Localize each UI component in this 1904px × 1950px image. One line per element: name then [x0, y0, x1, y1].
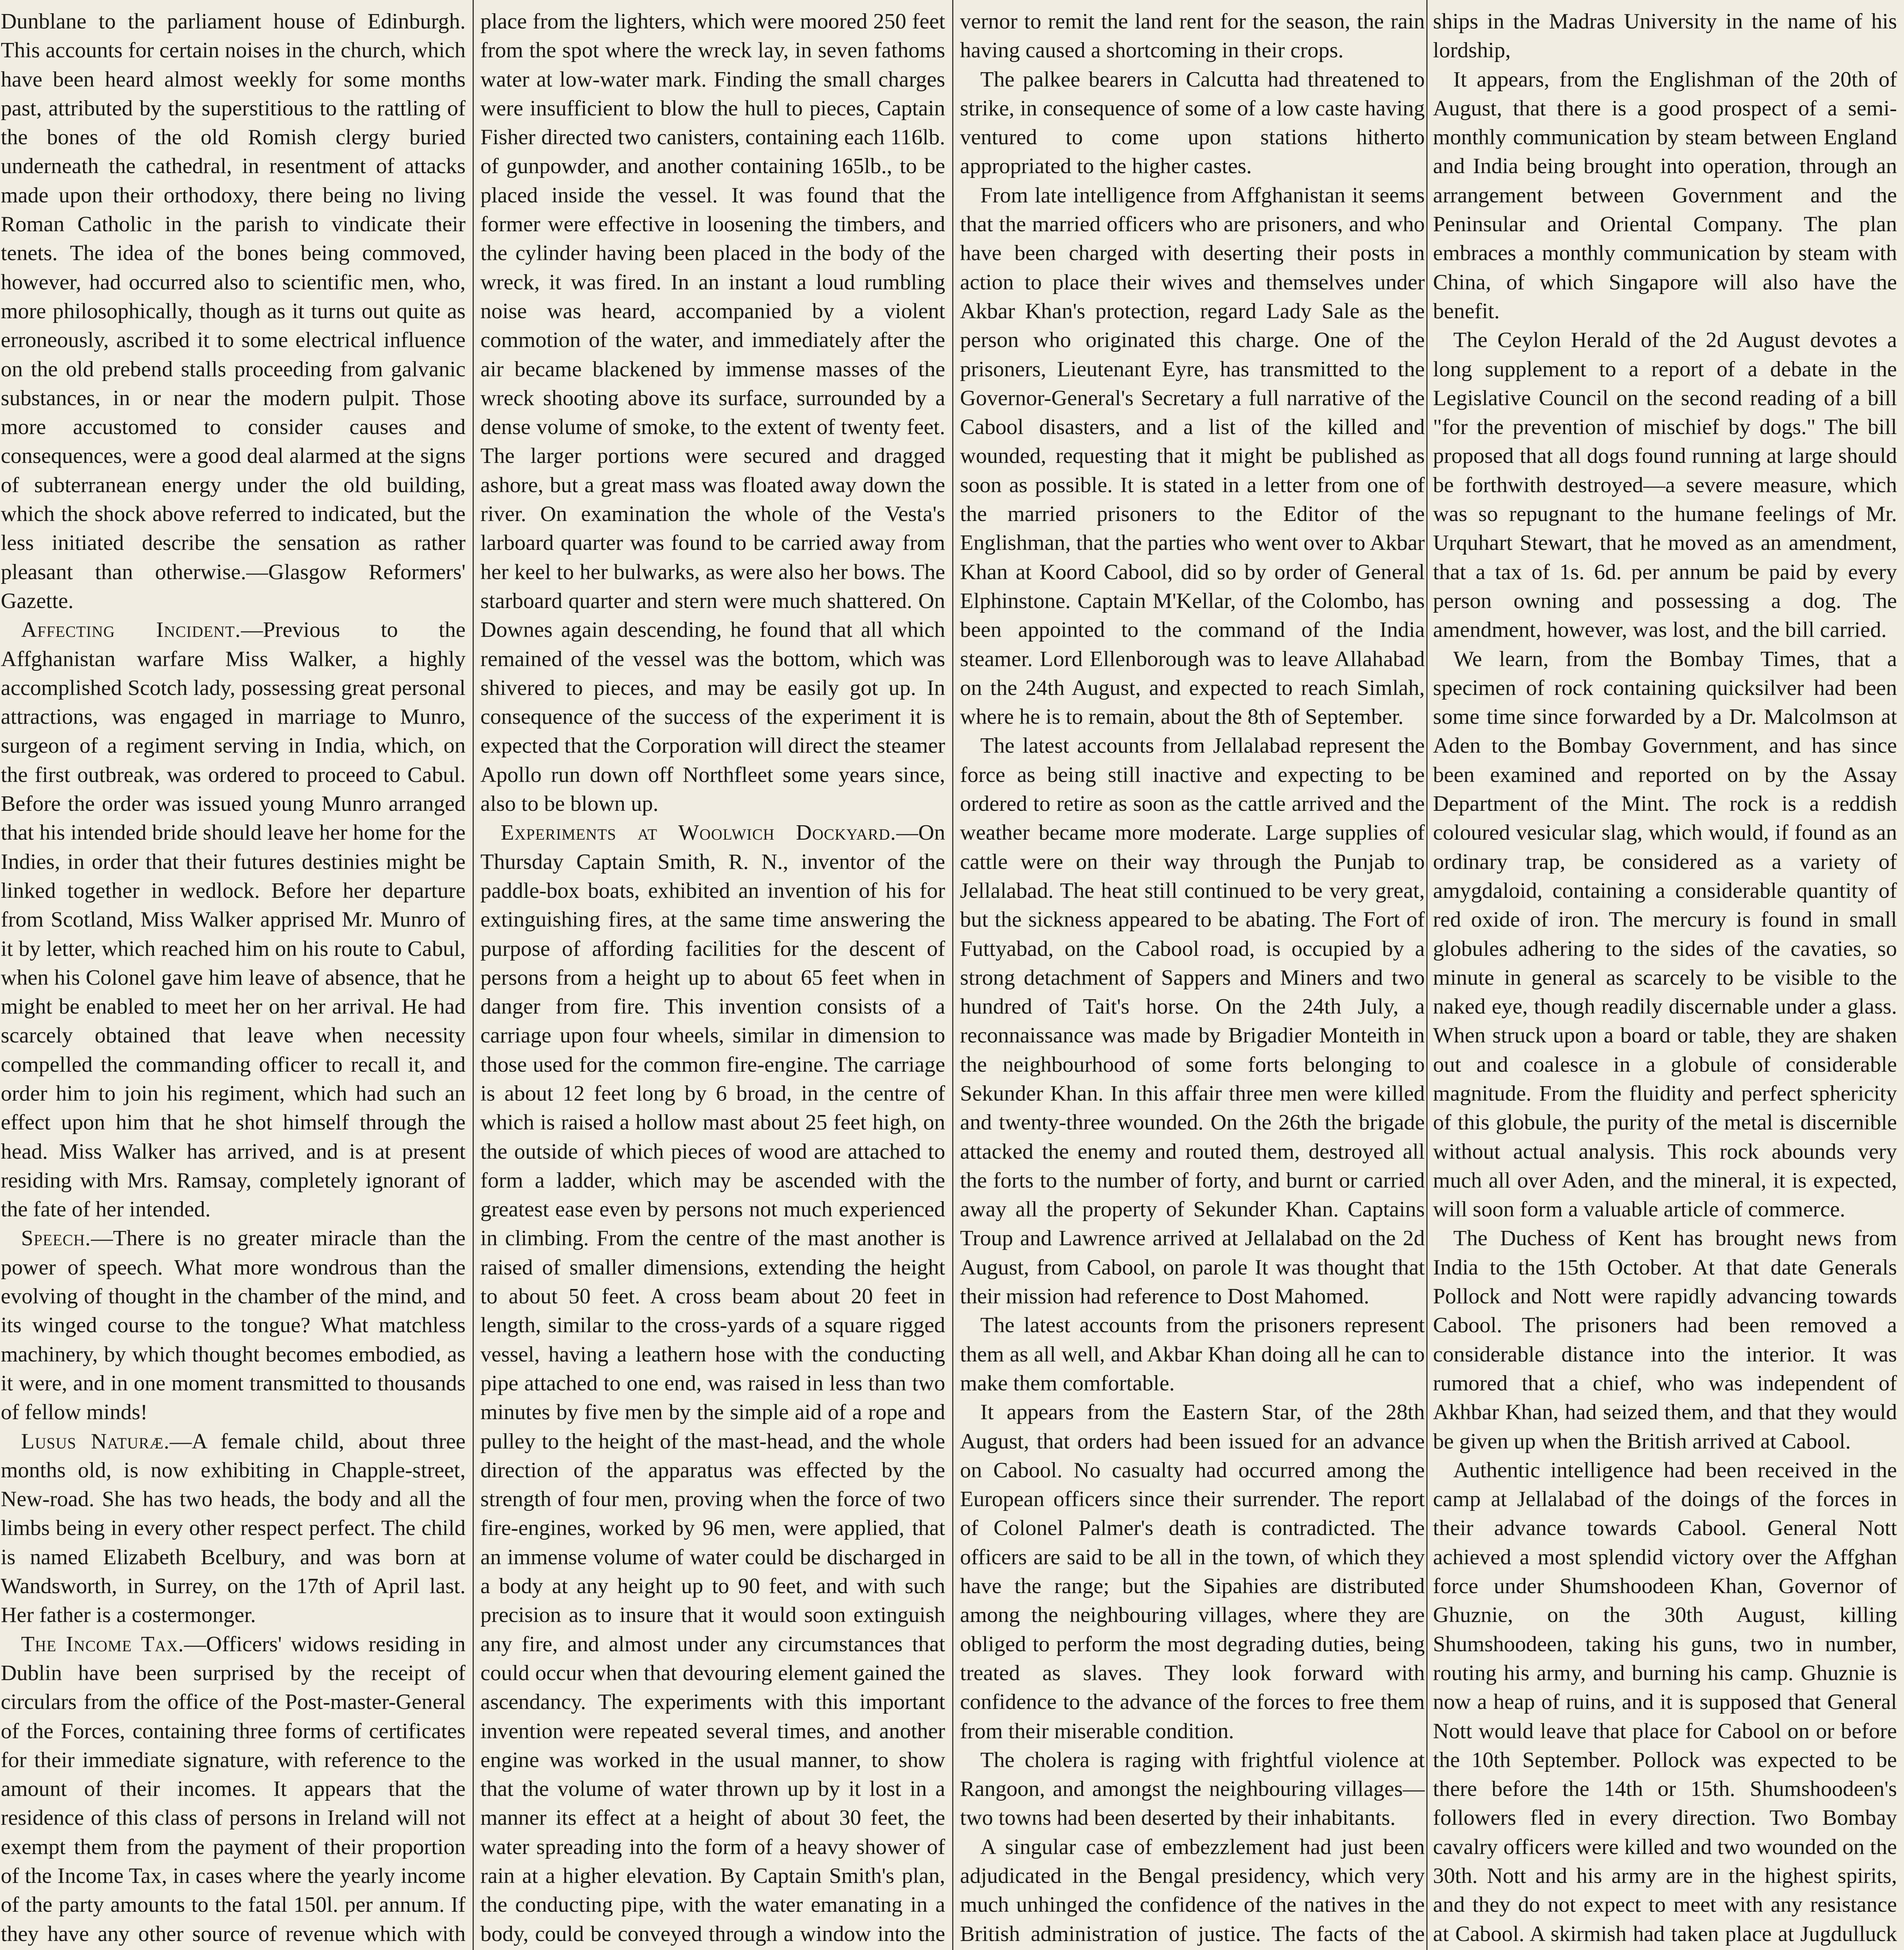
paragraph-text: —On Thursday Captain Smith, R. N., inventor of the paddle-box boats, exhibited an invention of his for extinguishing fires, at the same time answering the purpose of affording facilities for the descent of persons from a height up to about 65 feet when in danger from fire. This invention consists of a carriage upon four wheels, similar in dimension to those used for the common fire-engine. The carriage is about 12 feet long by 6 broad, in the centre of which is raised a hollow mast about 25 feet high, on the outside of which pieces of wood are attached to form a ladder, which may be ascended with the greatest ease even by persons not much experienced in climbing. From the centre of the mast another is raised of smaller dimensions, extending the height to about 50 feet. A cross beam about 20 feet in length, similar to the cross-yards of a square rigged vessel, having a leathern hose with the conducting pipe attached to one end, was raised in less than two minutes by five men by the simple aid of a rope and pulley to the height of the mast-head, and the whole direction of the apparatus was effected by the strength of four men, proving when the force of two fire-engines, worked by 96 men, were applied, that an immense volume of water could be discharged in a body at any height up to 90 feet, and with such precision as to insure that it would soon extinguish any fire, and almost under any circumstances that could occur when that devouring element gained the ascendancy. The experiments with this important invention were repeated several times, and another engine was worked in the usual manner, to show that the volume of water thrown up by it lost in a manner its effect at a height of about 30 feet, the water spreading into the form of a heavy shower of rain at a higher elevation. By Captain Smith's plan, the conducting pipe, with the water emanating in a body, could be conveyed through a window into the: [480, 821, 945, 1946]
paragraph-text: place from the lighters, which were moored 250 feet from the spot where the wreck lay, in seven fathoms water at low-water mark. Finding the small charges were insufficient to blow the hull to pieces, Captain Fisher directed two canisters, containing each 116lb. of gunpowder, and another containing 165lb., to be placed inside the vessel. It was found that the former were effective in loosening the timbers, and the cylinder having been placed in the body of the wreck, it was fired. In an instant a loud rumbling noise was heard, accompanied by a violent commotion of the water, and immediately after the air became blackened by immense masses of the wreck shooting above its surface, surrounded by a dense volume of smoke, to the extent of twenty feet. The larger portions were secured and dragged ashore, but a great mass was floated away down the river. On examination the whole of the Vesta's larboard quarter was found to be carried away from her keel to her bulwarks, as were also her bows. The starboard quarter and stern were much shattered. On Downes again descending, he found that all which remained of the vessel was the bottom, which was shivered to pieces, and may be easily got up. In consequence of the success of the experiment it is expected that the Corporation will direct the steamer Apollo run down off Northfleet some years since, also to be blown up.: [480, 9, 945, 816]
paragraph-text: Dunblane to the parliament house of Edinburgh. This accounts for certain noises in the church, which have been heard almost weekly for some months past, attributed by the superstitious to the rattling of the bones of the old Romish clergy buried underneath the cathedral, in resentment of attacks made upon their orthodoxy, there being no living Roman Catholic in the parish to vindicate their tenets. The idea of the bones being commoved, however, had occurred also to scientific men, who, more philosophically, though as it turns out quite as erroneously, ascribed it to some electrical influence on the old prebend stalls proceeding from galvanic substances, in or near the modern pulpit. Those more accustomed to consider causes and consequences, were a good deal alarmed at the signs of subterranean energy under the old building, which the shock above referred to indicated, but the less initiated describe the sensation as rather pleasant than otherwise.—Glasgow Reformers' Gazette.: [1, 9, 466, 613]
article-paragraph: [1433, 645, 1897, 1224]
column-2: [480, 7, 945, 1950]
article-paragraph: [480, 818, 945, 1950]
paragraph-text: The palkee bearers in Calcutta had threatened to strike, in consequence of some of a low caste having ventured to come upon stations hitherto appropriated to the higher castes.: [960, 67, 1425, 179]
paragraph-text: From late intelligence from Affghanistan it seems that the married officers who are prisoners, and who have been charged with deserting their posts in action to place their wives and themselves under Akbar Khan's protection, regard Lady Sale as the person who originated this charge. One of the prisoners, Lieutenant Eyre, has transmitted to the Governor-General's Secretary a full narrative of the Cabool disasters, and a list of the killed and wounded, requesting that it might be published as soon as possible. It is stated in a letter from one of the married prisoners to the Editor of the Englishman, that the parties who went over to Akbar Khan at Koord Cabool, did so by order of General Elphinstone. Captain M'Kellar, of the Colombo, has been appointed to the command of the India steamer. Lord Ellenborough was to leave Allahabad on the 24th August, and expected to reach Simlah, where he is to remain, about the 8th of September.: [960, 183, 1425, 729]
paragraph-text: —Officers' widows residing in Dublin have been surprised by the receipt of circulars from the office of the Post-master-General of the Forces, containing three forms of certificates for their immediate signature, with reference to the amount of their incomes. It appears that the residence of this class of persons in Ireland will not exempt them from the payment of their proportion of the Income Tax, in cases where the yearly income of the party amounts to the fatal 150l. per annum. If they have any other source of revenue which with: [1, 1632, 466, 1946]
paragraph-text: Authentic intelligence had been received in the camp at Jellalabad of the doings of the forces in their advance towards Cabool. General Nott achieved a most splendid victory over the Affghan force under Shumshoodeen Khan, Governor of Ghuznie, on the 30th August, killing Shumshoodeen, taking his guns, two in number, routing his army, and burning his camp. Ghuznie is now a heap of ruins, and it is supposed that General Nott would leave that place for Cabool on or before the 10th September. Pollock was expected to be there before the 14th or 15th. Shumshoodeen's followers fled in every direction. Two Bombay cavalry officers were killed and two wounded on the 30th. Nott and his army are in the highest spirits, and they do not expect to meet with any resistance at Cabool. A skirmish had taken place at Jugdulluck: [1433, 1458, 1897, 1946]
paragraph-text: —There is no greater miracle than the power of speech. What more wondrous than the evolving of thought in the chamber of the mind, and its winged course to the tongue? What matchless machinery, by which thought becomes embodied, as it were, and in one moment transmitted to thousands of fellow minds!: [1, 1226, 466, 1425]
article-paragraph: [960, 1746, 1425, 1833]
paragraph-text: We learn, from the Bombay Times, that a specimen of rock containing quicksilver had been some time since forwarded by a Dr. Malcolmson at Aden to the Bombay Government, and has since been examined and reported on by the Assay Department of the Mint. The rock is a reddish coloured vesicular slag, which would, if found as an ordinary trap, be considered as a variety of amygdaloid, containing a considerable quantity of red oxide of iron. The mercury is found in small globules adhering to the sides of the cavaties, so minute in general as scarcely to be visible to the naked eye, though readily discernable under a glass. When struck upon a board or table, they are shaken out and coalesce in a globule of considerable magnitude. From the fluidity and perfect sphericity of this globule, the purity of the metal is discernible without actual analysis. This rock abounds very much all over Aden, and the mineral, it is expected, will soon form a valuable article of commerce.: [1433, 647, 1897, 1222]
paragraph-text: It appears from the Eastern Star, of the 28th August, that orders had been issued for an advance on Cabool. No casualty had occurred among the European officers since their surrender. The report of Colonel Palmer's death is contradicted. The officers are said to be all in the town, of which they have the range; but the Sipahies are distributed among the neighbouring villages, where they are obliged to perform the most degrading duties, being treated as slaves. They look forward with confidence to the advance of the forces to free them from their miserable condition.: [960, 1400, 1425, 1743]
paragraph-text: It appears, from the Englishman of the 20th of August, that there is a good prospect of a semi-monthly communication by steam between England and India being brought into operation, through an arrangement between Government and the Peninsular and Oriental Company. The plan embraces a monthly communication by steam with China, of which Singapore will also have the benefit.: [1433, 67, 1897, 323]
paragraph-heading: Lusus Naturæ.: [21, 1429, 170, 1454]
paragraph-text: vernor to remit the land rent for the season, the rain having caused a shortcoming in their crops.: [960, 9, 1425, 63]
paragraph-text: The Ceylon Herald of the 2d August devotes a long supplement to a report of a debate in the Legislative Council on the second reading of a bill "for the prevention of mischief by dogs." The bill proposed that all dogs found running at large should be forthwith destroyed—a severe measure, which was so repugnant to the humane feelings of Mr. Urquhart Stewart, that he moved as an amendment, that a tax of 1s. 6d. per annum be paid by every person owning and possessing a dog. The amendment, however, was lost, and the bill carried.: [1433, 328, 1897, 642]
article-paragraph: [1433, 65, 1897, 326]
article-paragraph: [960, 731, 1425, 1311]
article-paragraph: [1433, 326, 1897, 644]
article-paragraph: [960, 7, 1425, 65]
paragraph-text: —Previous to the Affghanistan warfare Miss Walker, a highly accomplished Scotch lady, possessing great personal attractions, was engaged in marriage to Munro, surgeon of a regiment serving in India, which, on the first outbreak, was ordered to proceed to Cabul. Before the order was issued young Munro arranged that his intended bride should leave her home for the Indies, in order that their futures destinies might be linked together in wedlock. Before her departure from Scotland, Miss Walker apprised Mr. Munro of it by letter, which reached him on his route to Cabul, when his Colonel gave him leave of absence, that he might be enabled to meet her on her arrival. He had scarcely obtained that leave when necessity compelled the commanding officer to recall it, and order him to join his regiment, which had such an effect upon him that he shot himself through the head. Miss Walker has arrived, and is at present residing with Mrs. Ramsay, completely ignorant of the fate of her intended.: [1, 618, 466, 1222]
paragraph-text: The Duchess of Kent has brought news from India to the 15th October. At that date Generals Pollock and Nott were rapidly advancing towards Cabool. The prisoners had been removed a considerable distance into the interior. It was rumored that a chief, who was independent of Akhbar Khan, had seized them, and that they would be given up when the British arrived at Cabool.: [1433, 1226, 1897, 1454]
column-rule: [473, 0, 474, 1950]
paragraph-text: The latest accounts from the prisoners represent them as all well, and Akbar Khan doing all he can to make them comfortable.: [960, 1313, 1425, 1395]
paragraph-heading: Experiments at Woolwich Dockyard.: [501, 821, 896, 845]
article-paragraph: [1, 615, 466, 1224]
article-paragraph: [1433, 1456, 1897, 1950]
paragraph-text: The latest accounts from Jellalabad represent the force as being still inactive and expecting to be ordered to retire as soon as the cattle arrived and the weather became more moderate. Large supplies of cattle were on their way through the Punjab to Jellalabad. The heat still continued to be very great, but the sickness appeared to be abating. The Fort of Futtyabad, on the Cabool road, is occupied by a strong detachment of Sappers and Miners and two hundred of Tait's horse. On the 24th July, a reconnaissance was made by Brigadier Monteith in the neighbourhood of some forts belonging to Sekunder Khan. In this affair three men were killed and twenty-three wounded. On the 26th the brigade attacked the enemy and routed them, destroyed all the forts to the number of forty, and burnt or carried away all the property of Sekunder Khan. Captains Troup and Lawrence arrived at Jellalabad on the 2d August, from Cabool, on parole It was thought that their mission had reference to Dost Mahomed.: [960, 734, 1425, 1309]
article-paragraph: [1433, 7, 1897, 65]
column-3: [960, 7, 1425, 1950]
paragraph-text: ships in the Madras University in the name of his lordship,: [1433, 9, 1897, 63]
article-paragraph: [960, 1398, 1425, 1746]
article-paragraph: [1, 1224, 466, 1427]
column-1: [1, 7, 466, 1950]
paragraph-heading: Affecting Incident.: [21, 618, 241, 642]
article-paragraph: [1, 1630, 466, 1950]
paragraph-text: —A female child, about three months old, is now exhibiting in Chapple-street, New-road. She has two heads, the body and all the limbs being in every other respect perfect. The child is named Elizabeth Bcelbury, and was born at Wandsworth, in Surrey, on the 17th of April last. Her father is a costermonger.: [1, 1429, 466, 1627]
article-paragraph: [480, 7, 945, 818]
paragraph-text: A singular case of embezzlement had just been adjudicated in the Bengal presidency, which very much unhinged the confidence of the natives in the British administration of justice. The facts of the: [960, 1835, 1425, 1946]
article-paragraph: [1, 7, 466, 615]
column-rule: [1426, 0, 1428, 1950]
paragraph-text: The cholera is raging with frightful violence at Rangoon, and amongst the neighbouring villages—two towns had been deserted by their inhabitants.: [960, 1748, 1425, 1830]
article-paragraph: [960, 181, 1425, 732]
column-4: [1433, 7, 1897, 1950]
column-rule: [952, 0, 953, 1950]
article-paragraph: [960, 1311, 1425, 1398]
paragraph-heading: The Income Tax.: [21, 1632, 184, 1656]
article-paragraph: [960, 1833, 1425, 1950]
article-paragraph: [1, 1427, 466, 1630]
article-paragraph: [1433, 1224, 1897, 1455]
article-paragraph: [960, 65, 1425, 181]
paragraph-heading: Speech.: [21, 1226, 91, 1251]
